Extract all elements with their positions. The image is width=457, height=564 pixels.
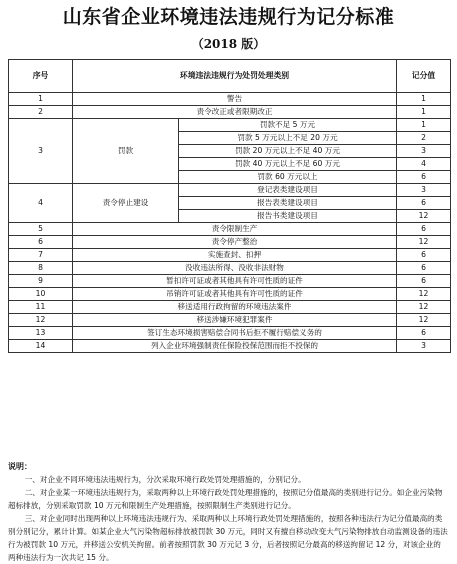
table-row <box>9 314 451 327</box>
row-score: 12 <box>397 314 451 327</box>
row-score: 6 <box>397 275 451 288</box>
row-score: 3 <box>397 145 451 158</box>
table-row <box>9 249 451 262</box>
row-category: 签订生态环境损害赔偿合同书后拒不履行赔偿义务的 <box>73 327 397 340</box>
table-header-row <box>9 60 451 93</box>
row-number: 12 <box>9 314 73 327</box>
note-item: 一、对企业不同环境违法违规行为，分次采取环境行政处罚处理措施的，分别记分。 <box>24 475 306 484</box>
table-row <box>9 236 451 249</box>
notes-section <box>8 460 448 564</box>
row-score: 12 <box>397 210 451 223</box>
row-category: 责令改正或者限期改正 <box>73 106 397 119</box>
header-score: 记分值 <box>397 60 451 93</box>
row-score: 6 <box>397 327 451 340</box>
row-category: 没收违法所得、没收非法财物 <box>73 262 397 275</box>
row-score: 1 <box>397 106 451 119</box>
row-number: 10 <box>9 288 73 301</box>
row-number: 1 <box>9 93 73 106</box>
row-category: 警告 <box>73 93 397 106</box>
row-number: 8 <box>9 262 73 275</box>
row-score: 2 <box>397 132 451 145</box>
row-score: 12 <box>397 288 451 301</box>
row-subcategory: 登记表类建设项目 <box>179 184 397 197</box>
table-row <box>9 301 451 314</box>
row-subcategory: 罚款 40 万元以上不足 60 万元 <box>179 158 397 171</box>
row-category: 责令限制生产 <box>73 223 397 236</box>
table-row <box>9 106 451 119</box>
row-score: 4 <box>397 158 451 171</box>
row-score: 12 <box>397 301 451 314</box>
row-category: 罚款 <box>73 119 179 184</box>
row-score: 6 <box>397 197 451 210</box>
row-number: 6 <box>9 236 73 249</box>
table-row <box>9 262 451 275</box>
row-score: 6 <box>397 249 451 262</box>
row-category: 暂扣许可证或者其他具有许可性质的证件 <box>73 275 397 288</box>
row-score: 6 <box>397 262 451 275</box>
row-subcategory: 报告书类建设项目 <box>179 210 397 223</box>
row-score: 12 <box>397 236 451 249</box>
row-subcategory: 报告表类建设项目 <box>179 197 397 210</box>
row-subcategory: 罚款 60 万元以上 <box>179 171 397 184</box>
row-number: 14 <box>9 340 73 353</box>
row-subcategory: 罚款 20 万元以上不足 40 万元 <box>179 145 397 158</box>
scoring-table <box>8 59 451 353</box>
row-category: 移送适用行政拘留的环境违法案件 <box>73 301 397 314</box>
document-title: 山东省企业环境违法违规行为记分标准 <box>62 6 395 28</box>
row-category: 实施查封、扣押 <box>73 249 397 262</box>
row-category: 责令停止建设 <box>73 184 179 223</box>
table-body <box>9 93 451 353</box>
row-number: 3 <box>9 119 73 184</box>
table-row <box>9 223 451 236</box>
row-number: 4 <box>9 184 73 223</box>
row-score: 3 <box>397 184 451 197</box>
table-row <box>9 340 451 353</box>
row-number: 2 <box>9 106 73 119</box>
table-row <box>9 327 451 340</box>
row-category: 吊销许可证或者其他具有许可性质的证件 <box>73 288 397 301</box>
table-row <box>9 275 451 288</box>
notes-heading: 说明： <box>8 462 32 471</box>
row-subcategory: 罚款 5 万元以上不足 20 万元 <box>179 132 397 145</box>
row-number: 13 <box>9 327 73 340</box>
row-category: 责令停产整治 <box>73 236 397 249</box>
row-score: 6 <box>397 171 451 184</box>
document-subtitle: （2018 版） <box>191 37 266 51</box>
note-item: 三、对企业同时出现两种以上环境违法违规行为、采取两种以上环境行政处罚处理措施的，按照各种违法行为记分值最高的类别分别记分，累计计算。如某企业大气污染物超标排放被罚款 30 万元，同时又有擅自移动改变大气污染物排放自动监测设备的违法行为被罚款 10 万元，并移送公安机关拘留。前者按照罚款 30 万元记 3 分，后者按照记分最高的移送拘留记 12 分，对该企业的两种违法行为一次共记 15 分。 <box>8 514 448 562</box>
row-score: 1 <box>397 119 451 132</box>
row-number: 5 <box>9 223 73 236</box>
row-number: 9 <box>9 275 73 288</box>
row-score: 3 <box>397 340 451 353</box>
table-row <box>9 288 451 301</box>
table-row <box>9 119 451 132</box>
row-number: 11 <box>9 301 73 314</box>
table-row <box>9 184 451 197</box>
row-category: 移送涉嫌环境犯罪案件 <box>73 314 397 327</box>
header-no: 序号 <box>9 60 73 93</box>
row-score: 1 <box>397 93 451 106</box>
row-subcategory: 罚款不足 5 万元 <box>179 119 397 132</box>
row-score: 6 <box>397 223 451 236</box>
row-number: 7 <box>9 249 73 262</box>
row-category: 列入企业环境强制责任保险投保范围而拒不投保的 <box>73 340 397 353</box>
header-category: 环境违法违规行为处罚处理类别 <box>73 60 397 93</box>
table-row <box>9 93 451 106</box>
note-item: 二、对企业某一环境违法违规行为，采取两种以上环境行政处罚处理措施的，按照记分值最高的类别进行记分。如企业污染物超标排放，分别采取罚款 10 万元和限制生产处理措施，按照限制生产类别进行记分。 <box>8 488 443 510</box>
